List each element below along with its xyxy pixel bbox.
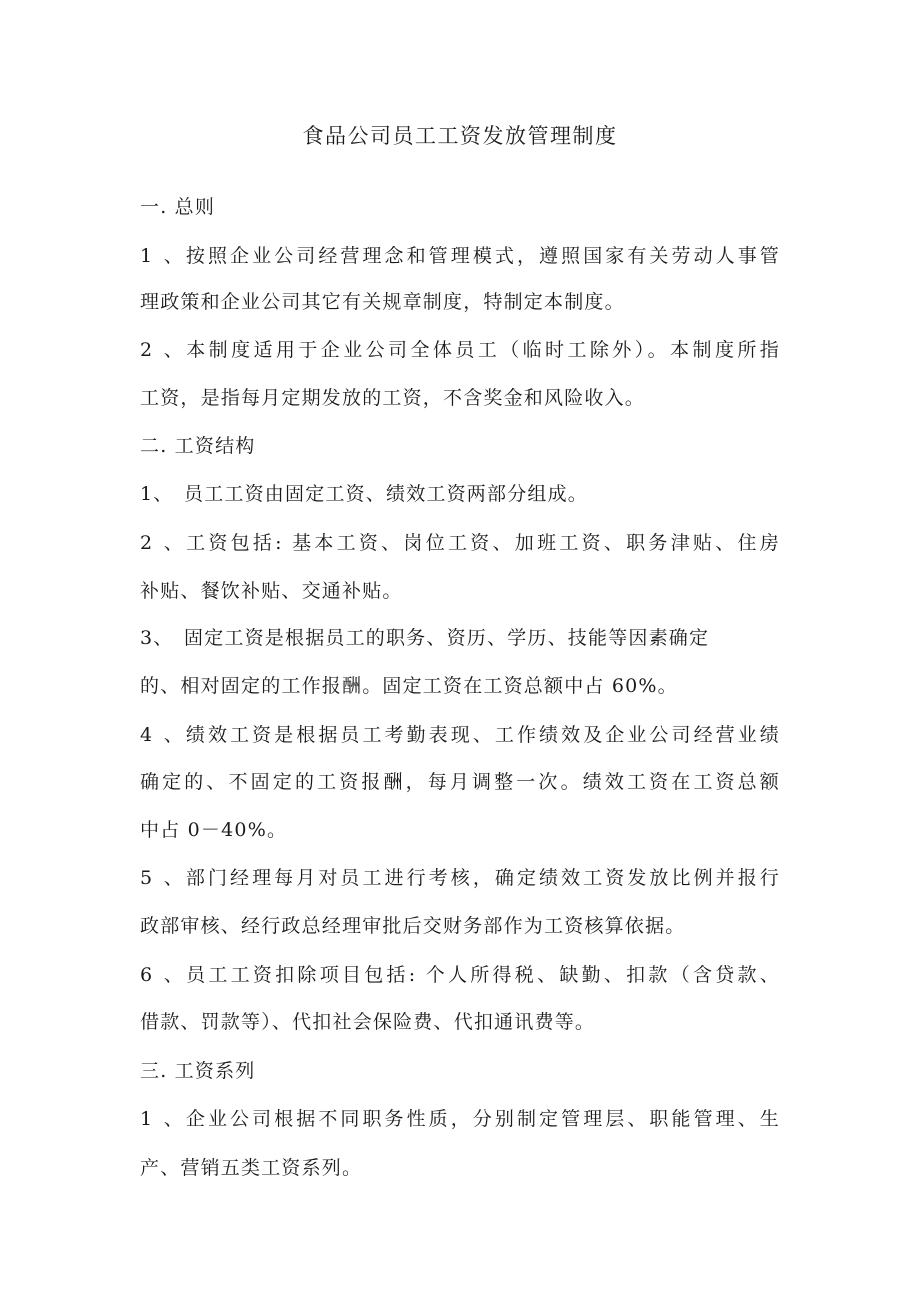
section-heading-wage-series: 三. 工资系列: [140, 1060, 256, 1082]
paragraph-line: 产、营销五类工资系列。: [140, 1157, 363, 1179]
paragraph-text: 本制度适用于企业公司全体员工（临时工除外）。本制度所指: [184, 339, 780, 361]
item-number: 5、: [140, 867, 184, 889]
paragraph-text: 企业公司根据不同职务性质，分别制定管理层、职能管理、生: [184, 1108, 780, 1130]
item-number: 1、: [140, 245, 184, 267]
paragraph-line: 的、相对固定的工作报酬。固定工资在工资总额中占 60%。: [140, 675, 678, 697]
paragraph-text: 绩效工资是根据员工考勤表现、工作绩效及企业公司经营业绩: [184, 724, 780, 746]
paragraph-line: [140, 720, 780, 750]
paragraph-text: 员工工资扣除项目包括: 个人所得税、缺勤、扣款（含贷款、: [184, 964, 780, 986]
paragraph-line: 工资，是指每月定期发放的工资，不含奖金和风险收入。: [140, 387, 646, 409]
paragraph-line: [140, 623, 780, 653]
paragraph-line: 政部审核、经行政总经理审批后交财务部作为工资核算依据。: [140, 915, 686, 937]
item-number: 2、: [140, 339, 184, 361]
section-heading-general: 一. 总则: [140, 196, 216, 218]
paragraph-line: 中占 0－40%。: [140, 819, 288, 841]
document-title: 食品公司员工工资发放管理制度: [302, 124, 618, 148]
item-number: 1、: [140, 1108, 184, 1130]
section-heading-wage-structure: 二. 工资结构: [140, 435, 256, 457]
paragraph-line: [140, 241, 780, 271]
paragraph-line: [140, 1104, 780, 1134]
paragraph-line: 确定的、不固定的工资报酬，每月调整一次。绩效工资在工资总额: [140, 771, 780, 793]
paragraph-text: 按照企业公司经营理念和管理模式，遵照国家有关劳动人事管: [184, 245, 780, 267]
paragraph-line: 借款、罚款等）、代扣社会保险费、代扣通讯费等。: [140, 1011, 596, 1033]
item-number: 6、: [140, 964, 184, 986]
paragraph-text: 工资包括: 基本工资、岗位工资、加班工资、职务津贴、住房: [184, 532, 780, 554]
paragraph-line: 理政策和企业公司其它有关规章制度，特制定本制度。: [140, 291, 625, 313]
item-number: 2、: [140, 532, 184, 554]
paragraph-line: [140, 479, 780, 509]
paragraph-line: [140, 863, 780, 893]
item-number: 3、: [140, 627, 174, 649]
paragraph-line: [140, 335, 780, 365]
item-number: 1、: [140, 483, 174, 505]
paragraph-line: [140, 528, 780, 558]
paragraph-text: 员工工资由固定工资、绩效工资两部分组成。: [184, 483, 589, 505]
paragraph-text: 部门经理每月对员工进行考核，确定绩效工资发放比例并报行: [184, 867, 780, 889]
paragraph-line: 补贴、餐饮补贴、交通补贴。: [140, 580, 403, 602]
item-number: 4、: [140, 724, 184, 746]
paragraph-text: 固定工资是根据员工的职务、资历、学历、技能等因素确定: [184, 627, 710, 649]
paragraph-line: [140, 960, 780, 990]
